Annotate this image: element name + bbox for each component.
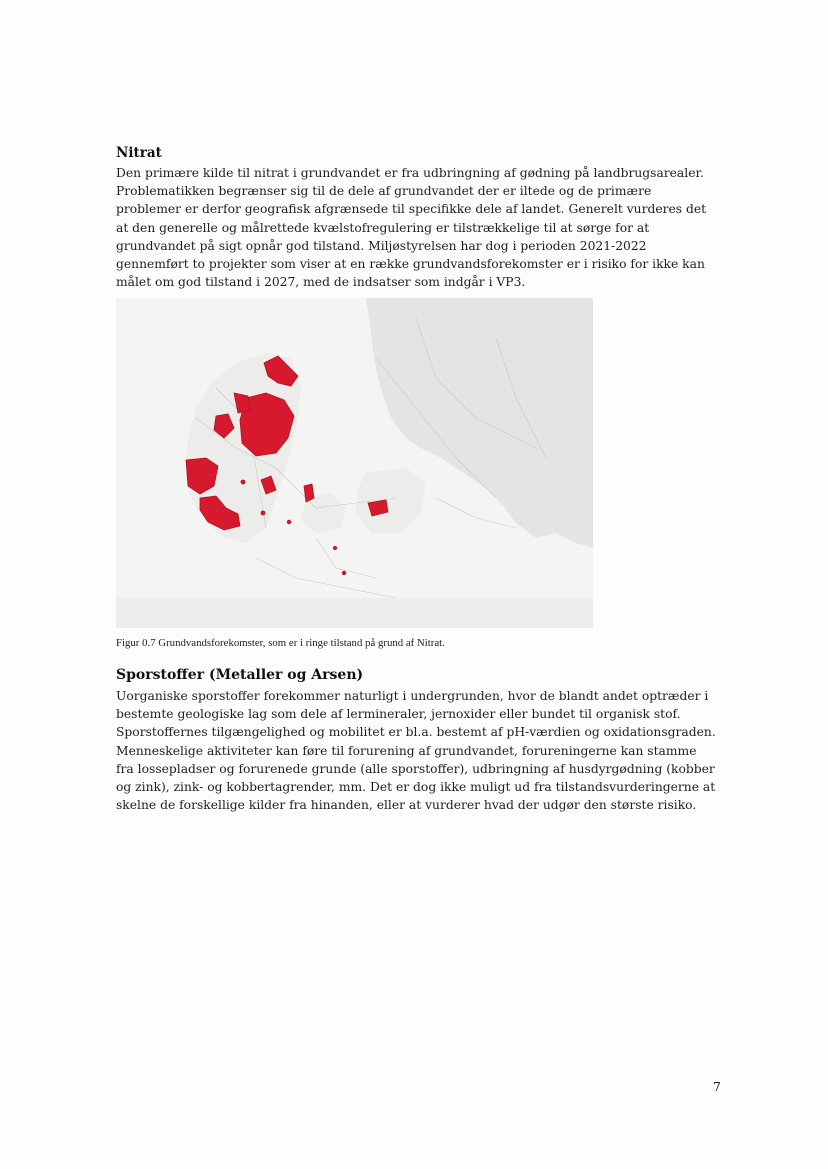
nitrat-heading: Nitrat [116,145,162,161]
sporstoffer-heading: Sporstoffer (Metaller og Arsen) [116,667,364,683]
sporstoffer-paragraph: Uorganiske sporstoffer forekommer naturligt i undergrunden, hvor de blandt andet optræder i bestemte geologiske lag som dele af lermineraler, jernoxider eller bundet til organisk stof. Sporstoffernes tilgængelighed og mobilitet er bl.a. bestemt af pH-værdien og oxidationsgraden. Menneskelige aktiviteter kan føre til forurening af grundvandet, forureningerne kan stamme fra lossepladser og forurenede grunde (alle sporstoffer), udbringning af husdyrgødning (kobber og zink), zink- og kobbertagrender, mm. Det er dog ikke muligt ud fra tilstandsvurderingerne at skelne de forskellige kilder fra hinanden, eller at vurderer hvad der udgør den største risiko. [116,689,716,813]
nitrate-area [342,571,346,575]
nitrate-area [287,520,291,524]
figure-caption: Figur 0.7 Grundvandsforekomster, som er i ringe tilstand på grund af Nitrat. [116,637,445,649]
nitrate-area [241,480,245,484]
nitrate-area [333,546,336,549]
nitrat-paragraph: Den primære kilde til nitrat i grundvandet er fra udbringning af gødning på landbrugsarealer. Problematikken begrænser sig til de dele af grundvandet der er iltede og de primære problemer er derfor geografisk afgrænsede til specifikke dele af landet. Generelt vurderes det at den generelle og målrettede kvælstofregulering er tilstrækkelige til at sørge for at grundvandet på sigt opnår god tilstand. Miljøstyrelsen har dog i perioden 2021-2022 gennemført to projekter som viser at en række grundvandsforekomster er i risiko for ikke kan målet om god tilstand i 2027, med de indsatser som indgår i VP3. [116,166,707,290]
nitrate-groundwater-map [116,298,593,628]
page-number: 7 [713,1079,721,1094]
nitrate-area [261,511,265,515]
